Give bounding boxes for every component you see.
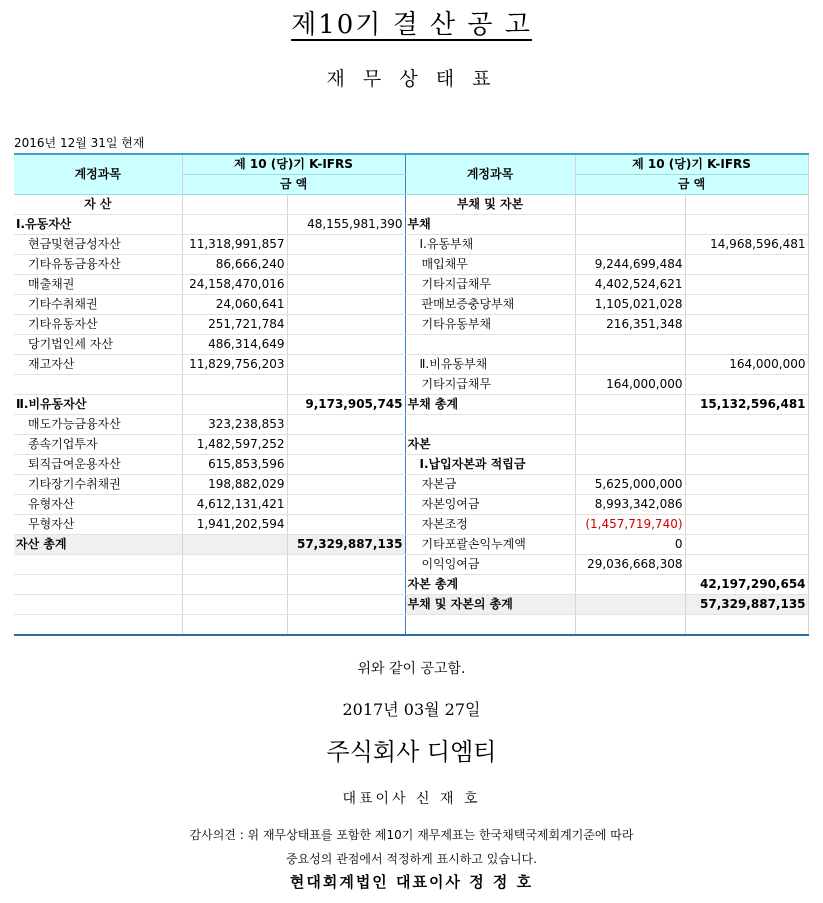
right-detail-amount-cell: 8,993,342,086 xyxy=(575,495,685,515)
right-detail-amount-cell xyxy=(575,455,685,475)
right-account-cell: 자본금 xyxy=(405,475,575,495)
table-row xyxy=(14,215,808,235)
right-account-cell: 기타지급채무 xyxy=(405,275,575,295)
left-detail-amount-cell: 11,829,756,203 xyxy=(182,355,287,375)
right-subtotal-amount-cell: 14,968,596,481 xyxy=(685,235,808,255)
right-account-cell: 매입채무 xyxy=(405,255,575,275)
left-subtotal-amount-cell xyxy=(287,195,405,215)
table-row xyxy=(14,415,808,435)
left-account-cell xyxy=(14,595,182,615)
right-subtotal-amount-cell: 57,329,887,135 xyxy=(685,595,808,615)
left-detail-amount-cell: 1,482,597,252 xyxy=(182,435,287,455)
right-subtotal-amount-cell xyxy=(685,615,808,636)
table-row xyxy=(14,435,808,455)
left-detail-amount-cell: 323,238,853 xyxy=(182,415,287,435)
right-subtotal-amount-cell xyxy=(685,255,808,275)
left-detail-amount-cell xyxy=(182,535,287,555)
left-detail-amount-cell: 486,314,649 xyxy=(182,335,287,355)
right-account-cell: 자본조정 xyxy=(405,515,575,535)
audit-opinion-line2: 중요성의 관점에서 적정하게 표시하고 있습니다. xyxy=(286,852,537,866)
right-detail-amount-cell xyxy=(575,195,685,215)
right-subtotal-amount-cell xyxy=(685,375,808,395)
left-detail-amount-cell xyxy=(182,395,287,415)
table-row xyxy=(14,395,808,415)
notice-title: 제10기 결 산 공 고 xyxy=(291,10,532,40)
right-subtotal-amount-cell xyxy=(685,455,808,475)
right-detail-amount-cell xyxy=(575,415,685,435)
left-subtotal-amount-cell xyxy=(287,575,405,595)
right-subtotal-amount-cell: 42,197,290,654 xyxy=(685,575,808,595)
left-account-cell: 자 산 xyxy=(14,195,182,215)
right-account-cell: 부채 및 자본 xyxy=(405,195,575,215)
left-subtotal-amount-cell xyxy=(287,515,405,535)
right-subtotal-amount-cell xyxy=(685,215,808,235)
right-account-cell xyxy=(405,335,575,355)
balance-sheet-table xyxy=(14,153,809,636)
table-row xyxy=(14,615,808,636)
audit-opinion-line1: 감사의견 : 위 재무상태표를 포함한 제10기 재무제표는 한국채택국제회계기준에 따라 xyxy=(189,828,634,842)
table-row xyxy=(14,515,808,535)
left-detail-amount-cell xyxy=(182,195,287,215)
left-detail-amount-cell: 24,158,470,016 xyxy=(182,275,287,295)
right-detail-amount-cell xyxy=(575,335,685,355)
left-account-cell: 매출채권 xyxy=(14,275,182,295)
statement-title: 재 무 상 태 표 xyxy=(326,68,497,90)
left-subtotal-amount-cell xyxy=(287,475,405,495)
left-subtotal-amount-cell xyxy=(287,275,405,295)
right-detail-amount-cell xyxy=(575,575,685,595)
left-subtotal-amount-cell: 48,155,981,390 xyxy=(287,215,405,235)
right-account-cell: 판매보증충당부채 xyxy=(405,295,575,315)
table-row xyxy=(14,495,808,515)
right-account-cell: Ⅰ.납입자본과 적립금 xyxy=(405,455,575,475)
left-detail-amount-cell: 251,721,784 xyxy=(182,315,287,335)
left-account-cell: 재고자산 xyxy=(14,355,182,375)
col-header-account-left: 계정과목 xyxy=(14,154,182,195)
left-detail-amount-cell: 1,941,202,594 xyxy=(182,515,287,535)
col-header-period-left: 제 10 (당)기 K-IFRS xyxy=(182,154,405,175)
as-of-date: 2016년 12월 31일 현재 xyxy=(14,136,145,150)
right-detail-amount-cell: 1,105,021,028 xyxy=(575,295,685,315)
right-detail-amount-cell xyxy=(575,215,685,235)
right-detail-amount-cell xyxy=(575,435,685,455)
table-row xyxy=(14,235,808,255)
left-detail-amount-cell xyxy=(182,595,287,615)
right-account-cell: Ⅱ.비유동부채 xyxy=(405,355,575,375)
right-detail-amount-cell: (1,457,719,740) xyxy=(575,515,685,535)
left-subtotal-amount-cell: 9,173,905,745 xyxy=(287,395,405,415)
left-account-cell: 매도가능금융자산 xyxy=(14,415,182,435)
table-row xyxy=(14,475,808,495)
right-detail-amount-cell: 0 xyxy=(575,535,685,555)
right-detail-amount-cell: 164,000,000 xyxy=(575,375,685,395)
left-detail-amount-cell: 4,612,131,421 xyxy=(182,495,287,515)
table-row xyxy=(14,335,808,355)
left-subtotal-amount-cell xyxy=(287,435,405,455)
table-row xyxy=(14,375,808,395)
table-row xyxy=(14,255,808,275)
right-subtotal-amount-cell xyxy=(685,315,808,335)
right-subtotal-amount-cell: 15,132,596,481 xyxy=(685,395,808,415)
table-row xyxy=(14,535,808,555)
table-row xyxy=(14,275,808,295)
left-detail-amount-cell xyxy=(182,555,287,575)
left-subtotal-amount-cell xyxy=(287,455,405,475)
right-account-cell: 부채 xyxy=(405,215,575,235)
right-account-cell: 기타포괄손익누계액 xyxy=(405,535,575,555)
left-subtotal-amount-cell xyxy=(287,595,405,615)
col-header-amount-right: 금 액 xyxy=(575,175,808,195)
left-account-cell xyxy=(14,375,182,395)
left-subtotal-amount-cell: 57,329,887,135 xyxy=(287,535,405,555)
right-account-cell: 자본 총계 xyxy=(405,575,575,595)
right-account-cell: 부채 및 자본의 총계 xyxy=(405,595,575,615)
left-detail-amount-cell xyxy=(182,615,287,636)
right-detail-amount-cell: 5,625,000,000 xyxy=(575,475,685,495)
left-account-cell xyxy=(14,555,182,575)
right-subtotal-amount-cell xyxy=(685,415,808,435)
table-row xyxy=(14,195,808,215)
left-subtotal-amount-cell xyxy=(287,495,405,515)
right-detail-amount-cell xyxy=(575,355,685,375)
left-account-cell: Ⅰ.유동자산 xyxy=(14,215,182,235)
left-subtotal-amount-cell xyxy=(287,255,405,275)
left-account-cell: 기타수취채권 xyxy=(14,295,182,315)
right-account-cell: Ⅰ.유동부채 xyxy=(405,235,575,255)
right-subtotal-amount-cell xyxy=(685,555,808,575)
left-account-cell: Ⅱ.비유동자산 xyxy=(14,395,182,415)
left-subtotal-amount-cell xyxy=(287,315,405,335)
col-header-amount-left: 금 액 xyxy=(182,175,405,195)
left-account-cell: 무형자산 xyxy=(14,515,182,535)
left-detail-amount-cell: 86,666,240 xyxy=(182,255,287,275)
left-account-cell xyxy=(14,575,182,595)
right-detail-amount-cell xyxy=(575,615,685,636)
right-account-cell: 자본 xyxy=(405,435,575,455)
left-subtotal-amount-cell xyxy=(287,415,405,435)
right-account-cell xyxy=(405,615,575,636)
right-account-cell: 기타유동부채 xyxy=(405,315,575,335)
table-row xyxy=(14,295,808,315)
left-account-cell: 퇴직급여운용자산 xyxy=(14,455,182,475)
left-account-cell: 기타유동자산 xyxy=(14,315,182,335)
left-detail-amount-cell xyxy=(182,215,287,235)
right-detail-amount-cell xyxy=(575,235,685,255)
left-detail-amount-cell: 198,882,029 xyxy=(182,475,287,495)
left-account-cell: 기타장기수취채권 xyxy=(14,475,182,495)
company-name: 주식회사 디엠티 xyxy=(326,738,497,766)
right-account-cell: 부채 총계 xyxy=(405,395,575,415)
table-row xyxy=(14,355,808,375)
right-account-cell xyxy=(405,415,575,435)
left-detail-amount-cell: 24,060,641 xyxy=(182,295,287,315)
right-account-cell: 이익잉여금 xyxy=(405,555,575,575)
left-account-cell: 당기법인세 자산 xyxy=(14,335,182,355)
right-detail-amount-cell: 29,036,668,308 xyxy=(575,555,685,575)
left-subtotal-amount-cell xyxy=(287,235,405,255)
col-header-account-right: 계정과목 xyxy=(405,154,575,195)
right-subtotal-amount-cell xyxy=(685,295,808,315)
right-detail-amount-cell: 9,244,699,484 xyxy=(575,255,685,275)
left-account-cell xyxy=(14,615,182,636)
left-account-cell: 자산 총계 xyxy=(14,535,182,555)
left-account-cell: 현금및현금성자산 xyxy=(14,235,182,255)
table-row xyxy=(14,455,808,475)
right-subtotal-amount-cell xyxy=(685,515,808,535)
right-subtotal-amount-cell xyxy=(685,435,808,455)
left-subtotal-amount-cell xyxy=(287,295,405,315)
notice-statement: 위와 같이 공고함. xyxy=(357,661,466,677)
right-subtotal-amount-cell xyxy=(685,535,808,555)
table-row xyxy=(14,575,808,595)
table-row xyxy=(14,555,808,575)
right-subtotal-amount-cell xyxy=(685,335,808,355)
notice-date: 2017년 03월 27일 xyxy=(342,700,481,719)
left-detail-amount-cell: 615,853,596 xyxy=(182,455,287,475)
right-detail-amount-cell: 4,402,524,621 xyxy=(575,275,685,295)
right-detail-amount-cell: 216,351,348 xyxy=(575,315,685,335)
left-subtotal-amount-cell xyxy=(287,355,405,375)
left-account-cell: 종속기업투자 xyxy=(14,435,182,455)
left-account-cell: 기타유동금융자산 xyxy=(14,255,182,275)
ceo-name: 대표이사 신 재 호 xyxy=(342,791,481,807)
right-subtotal-amount-cell xyxy=(685,495,808,515)
right-subtotal-amount-cell: 164,000,000 xyxy=(685,355,808,375)
left-subtotal-amount-cell xyxy=(287,375,405,395)
auditor-name: 현대회계법인 대표이사 정 정 호 xyxy=(289,873,534,891)
left-subtotal-amount-cell xyxy=(287,615,405,636)
left-detail-amount-cell xyxy=(182,375,287,395)
right-detail-amount-cell xyxy=(575,595,685,615)
left-subtotal-amount-cell xyxy=(287,555,405,575)
right-account-cell: 자본잉여금 xyxy=(405,495,575,515)
left-detail-amount-cell xyxy=(182,575,287,595)
left-subtotal-amount-cell xyxy=(287,335,405,355)
table-row xyxy=(14,595,808,615)
right-subtotal-amount-cell xyxy=(685,475,808,495)
table-row xyxy=(14,315,808,335)
right-subtotal-amount-cell xyxy=(685,275,808,295)
left-account-cell: 유형자산 xyxy=(14,495,182,515)
right-account-cell: 기타지급채무 xyxy=(405,375,575,395)
col-header-period-right: 제 10 (당)기 K-IFRS xyxy=(575,154,808,175)
right-detail-amount-cell xyxy=(575,395,685,415)
right-subtotal-amount-cell xyxy=(685,195,808,215)
left-detail-amount-cell: 11,318,991,857 xyxy=(182,235,287,255)
